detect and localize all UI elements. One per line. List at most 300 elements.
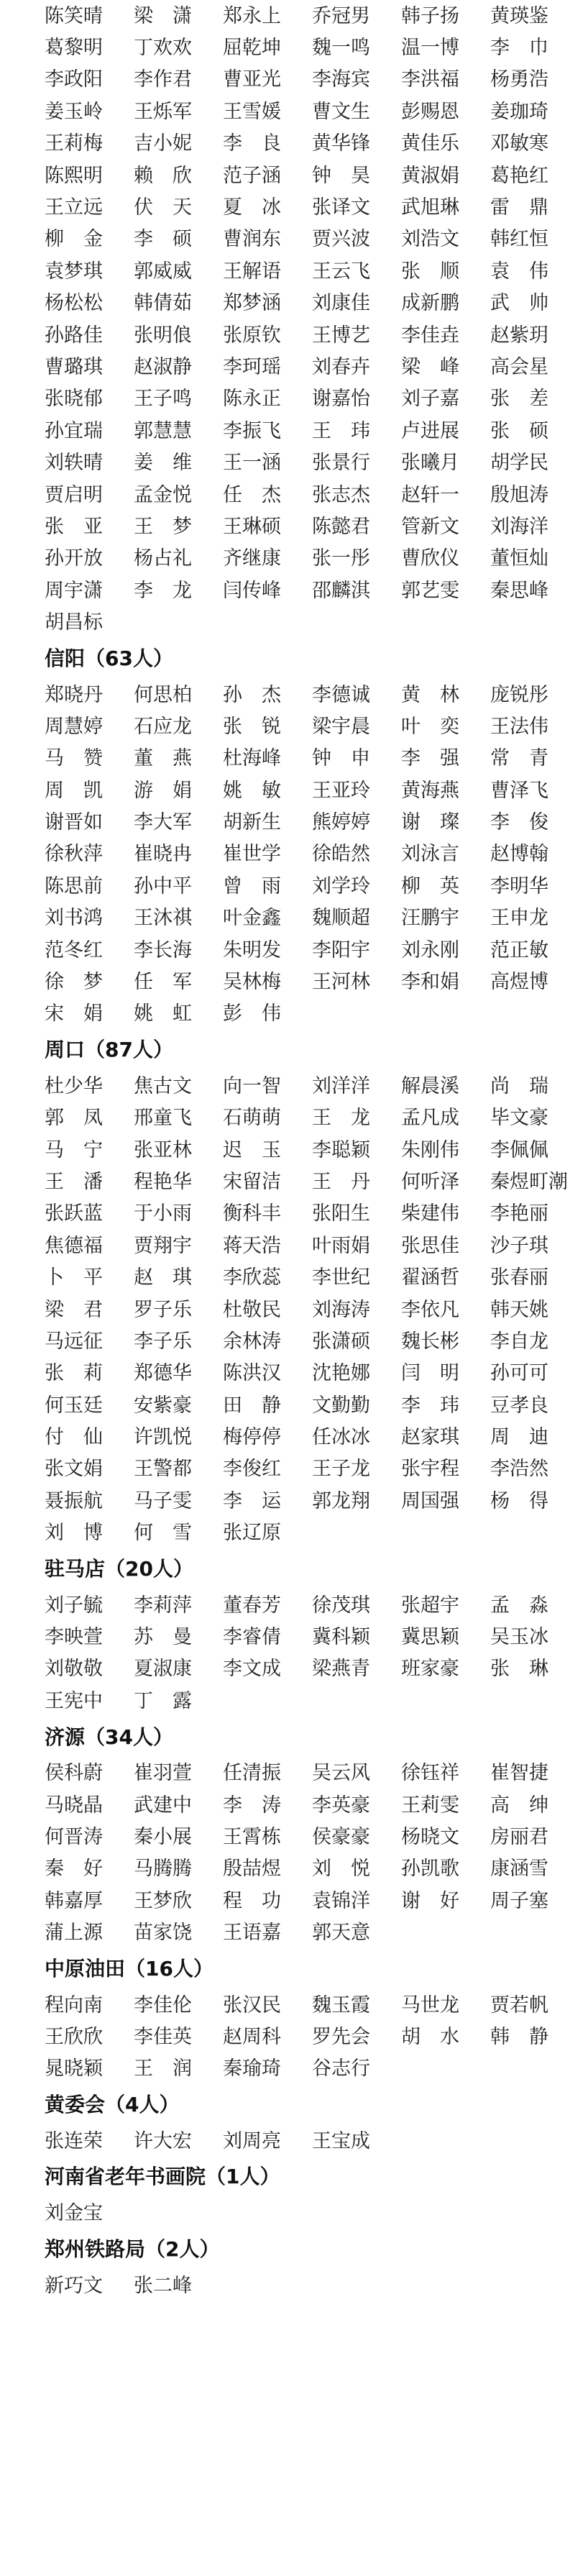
person-name: 马 宁 [45, 1138, 103, 1161]
person-name: 李浩然 [490, 1458, 548, 1481]
person-name: 高煜博 [490, 971, 548, 994]
person-name: 王琳硕 [223, 515, 281, 538]
person-name: 刘子嘉 [401, 388, 459, 411]
person-name: 屈乾坤 [223, 37, 281, 60]
person-name: 张跃蓝 [45, 1202, 103, 1225]
person-name: 程 功 [223, 1889, 281, 1912]
person-name: 王 玮 [312, 419, 370, 442]
person-name: 梁 潇 [134, 4, 192, 27]
person-name: 谢 好 [401, 1889, 459, 1912]
person-name: 崔羽萱 [134, 1762, 192, 1785]
person-name: 郭艺雯 [401, 579, 459, 602]
person-name: 毕文豪 [490, 1107, 548, 1130]
person-name: 王莉梅 [45, 132, 103, 155]
person-name: 韩倩茹 [134, 292, 192, 315]
person-name: 李世纪 [312, 1266, 370, 1289]
person-name: 张曦月 [401, 452, 459, 475]
person-name: 张阳生 [312, 1202, 370, 1225]
person-name: 张 亚 [45, 515, 103, 538]
person-name: 柳 英 [401, 874, 459, 898]
person-name: 魏长彬 [401, 1330, 459, 1353]
person-name: 张 顺 [401, 260, 459, 283]
person-name: 王博艺 [312, 324, 370, 347]
person-name: 冀科颖 [312, 1626, 370, 1649]
person-name: 姚 敏 [223, 779, 281, 802]
person-name: 刘洋洋 [312, 1074, 370, 1097]
person-name: 李艳丽 [490, 1202, 548, 1225]
person-name: 王亚玲 [312, 779, 370, 802]
person-name: 李依凡 [401, 1298, 459, 1321]
person-name: 郭威威 [134, 260, 192, 283]
person-name: 董 燕 [134, 747, 192, 770]
person-name: 何 雪 [134, 1522, 192, 1545]
person-name: 向一智 [223, 1074, 281, 1097]
person-name: 齐继康 [223, 547, 281, 570]
person-name: 高 绅 [490, 1794, 548, 1817]
person-name: 许凯悦 [134, 1426, 192, 1449]
person-name: 张春丽 [490, 1266, 548, 1289]
person-name: 曹泽飞 [490, 779, 548, 802]
person-name: 马子雯 [134, 1489, 192, 1512]
person-name: 班家豪 [401, 1658, 459, 1681]
person-name: 聂振航 [45, 1489, 103, 1512]
person-name: 周 迪 [490, 1426, 548, 1449]
person-name: 宋 娟 [45, 1002, 103, 1026]
person-name: 李德诚 [312, 683, 370, 706]
section-heading: 信阳（63人） [45, 646, 173, 670]
person-name: 王梦欣 [134, 1889, 192, 1912]
person-name: 周慧婷 [45, 715, 103, 738]
person-name: 梁燕青 [312, 1658, 370, 1681]
person-name: 张 硕 [490, 419, 548, 442]
person-name: 袁梦琪 [45, 260, 103, 283]
person-name: 范正敏 [490, 938, 548, 962]
person-name: 王立远 [45, 196, 103, 219]
person-name: 武旭琳 [401, 196, 459, 219]
person-name: 周国强 [401, 1489, 459, 1512]
person-name: 王语嘉 [223, 1922, 281, 1945]
person-name: 何玉廷 [45, 1394, 103, 1417]
person-name: 王云飞 [312, 260, 370, 283]
person-name: 夏淑康 [134, 1658, 192, 1681]
person-name: 吴云风 [312, 1762, 370, 1785]
person-name: 吴玉冰 [490, 1626, 548, 1649]
person-name: 刘 博 [45, 1522, 103, 1545]
person-name: 张晓郁 [45, 388, 103, 411]
person-name: 姚 虹 [134, 1002, 192, 1026]
person-name: 李英豪 [312, 1794, 370, 1817]
person-name: 李 运 [223, 1489, 281, 1512]
person-name: 李政阳 [45, 68, 103, 91]
person-name: 新巧文 [45, 2274, 103, 2297]
person-name: 张潇硕 [312, 1330, 370, 1353]
person-name: 刘金宝 [45, 2202, 103, 2225]
person-name: 马晓晶 [45, 1794, 103, 1817]
person-name: 张 莉 [45, 1362, 103, 1385]
person-name: 陈思前 [45, 874, 103, 898]
person-name: 刘春卉 [312, 355, 370, 378]
person-name: 范冬红 [45, 938, 103, 962]
person-name: 房丽君 [490, 1826, 548, 1848]
person-name: 孙 杰 [223, 683, 281, 706]
person-name: 侯豪豪 [312, 1826, 370, 1848]
person-name: 程向南 [45, 1993, 103, 2017]
person-name: 葛艳红 [490, 164, 548, 187]
person-name: 马 赞 [45, 747, 103, 770]
person-name: 李 龙 [134, 579, 192, 602]
person-name: 叶雨娟 [312, 1234, 370, 1257]
person-name: 王警都 [134, 1458, 192, 1481]
person-name: 王烁军 [134, 100, 192, 123]
person-name: 谢 璨 [401, 811, 459, 834]
person-name: 韩红恒 [490, 228, 548, 251]
person-name: 赵家琪 [401, 1426, 459, 1449]
person-name: 秦 好 [45, 1858, 103, 1881]
person-name: 闫 明 [401, 1362, 459, 1385]
person-name: 任 军 [134, 971, 192, 994]
person-name: 赖 欣 [134, 164, 192, 187]
person-name: 杨晓文 [401, 1826, 459, 1848]
person-name: 丁欢欢 [134, 37, 192, 60]
person-name: 黄瑛鉴 [490, 4, 548, 27]
person-name: 李佳英 [134, 2025, 192, 2048]
person-name: 陈洪汉 [223, 1362, 281, 1385]
person-name: 李俊红 [223, 1458, 281, 1481]
person-name: 杨松松 [45, 292, 103, 315]
person-name: 贾兴波 [312, 228, 370, 251]
person-name: 李明华 [490, 874, 548, 898]
person-name: 焦德福 [45, 1234, 103, 1257]
person-name: 王宪中 [45, 1689, 103, 1712]
person-name: 黄海燕 [401, 779, 459, 802]
person-name: 韩子扬 [401, 4, 459, 27]
person-name: 郑永上 [223, 4, 281, 27]
person-name: 彭赐恩 [401, 100, 459, 123]
person-name: 徐秋萍 [45, 843, 103, 866]
person-name: 王 龙 [312, 1107, 370, 1130]
person-name: 王雪媛 [223, 100, 281, 123]
person-name: 孙开放 [45, 547, 103, 570]
person-name: 谢晋如 [45, 811, 103, 834]
person-name: 王沐祺 [134, 907, 192, 930]
person-name: 孟 淼 [490, 1594, 548, 1617]
person-name: 孙凯歌 [401, 1858, 459, 1881]
person-name: 郭 凤 [45, 1107, 103, 1130]
person-name: 柴建伟 [401, 1202, 459, 1225]
person-name: 彭 伟 [223, 1002, 281, 1026]
person-name: 张原钦 [223, 324, 281, 347]
person-name: 张景行 [312, 452, 370, 475]
person-name: 冀思颖 [401, 1626, 459, 1649]
person-name: 徐钰祥 [401, 1762, 459, 1785]
person-name: 柳 金 [45, 228, 103, 251]
person-name: 闫传峰 [223, 579, 281, 602]
person-name: 梁 君 [45, 1298, 103, 1321]
person-name: 张志杰 [312, 483, 370, 506]
person-name: 石萌萌 [223, 1107, 281, 1130]
person-name: 张一彤 [312, 547, 370, 570]
person-name: 豆孝良 [490, 1394, 548, 1417]
person-name: 刘周亮 [223, 2129, 281, 2152]
person-name: 梅停停 [223, 1426, 281, 1449]
person-name: 游 娟 [134, 779, 192, 802]
person-name: 孟金悦 [134, 483, 192, 506]
person-name: 贾启明 [45, 483, 103, 506]
person-name: 陈熙明 [45, 164, 103, 187]
person-name: 李海宾 [312, 68, 370, 91]
person-name: 谢嘉怡 [312, 388, 370, 411]
person-name: 秦煜町潮 [490, 1170, 568, 1193]
person-name: 袁 伟 [490, 260, 548, 283]
person-name: 武 帅 [490, 292, 548, 315]
person-name: 赵紫玥 [490, 324, 548, 347]
person-name: 张宇程 [401, 1458, 459, 1481]
person-name: 李聪颖 [312, 1138, 370, 1161]
person-name: 张辽原 [223, 1522, 281, 1545]
person-name: 秦思峰 [490, 579, 548, 602]
person-name: 马腾腾 [134, 1858, 192, 1881]
person-name: 雷 鼎 [490, 196, 548, 219]
person-name: 秦瑜琦 [223, 2057, 281, 2081]
person-name: 庞锐彤 [490, 683, 548, 706]
person-name: 刘永刚 [401, 938, 459, 962]
person-name: 胡新生 [223, 811, 281, 834]
person-name: 李 巾 [490, 37, 548, 60]
person-name: 赵轩一 [401, 483, 459, 506]
person-name: 程艳华 [134, 1170, 192, 1193]
person-name: 卢进展 [401, 419, 459, 442]
section-heading: 周口（87人） [45, 1038, 173, 1062]
person-name: 李大军 [134, 811, 192, 834]
person-name: 李 强 [401, 747, 459, 770]
person-name: 张超宇 [401, 1594, 459, 1617]
person-name: 石应龙 [134, 715, 192, 738]
person-name: 文勤勤 [312, 1394, 370, 1417]
person-name: 曹亚光 [223, 68, 281, 91]
person-name: 苗家饶 [134, 1922, 192, 1945]
person-name: 郑晓丹 [45, 683, 103, 706]
person-name: 梁宇晨 [312, 715, 370, 738]
person-name: 李洪福 [401, 68, 459, 91]
person-name: 何听泽 [401, 1170, 459, 1193]
person-name: 王 潘 [45, 1170, 103, 1193]
person-name: 王解语 [223, 260, 281, 283]
person-name: 焦古文 [134, 1074, 192, 1097]
person-name: 苏 曼 [134, 1626, 192, 1649]
person-name: 王子鸣 [134, 388, 192, 411]
person-name: 何晋涛 [45, 1826, 103, 1848]
person-name: 王一涵 [223, 452, 281, 475]
person-name: 朱明发 [223, 938, 281, 962]
person-name: 李 俊 [490, 811, 548, 834]
person-name: 张 差 [490, 388, 548, 411]
person-name: 王欣欣 [45, 2025, 103, 2048]
person-name: 余林涛 [223, 1330, 281, 1353]
person-name: 丁 露 [134, 1689, 192, 1712]
person-name: 熊婷婷 [312, 811, 370, 834]
person-name: 田 静 [223, 1394, 281, 1417]
person-name: 任清振 [223, 1762, 281, 1785]
person-name: 刘康佳 [312, 292, 370, 315]
person-name: 张连荣 [45, 2129, 103, 2152]
person-name: 韩 静 [490, 2025, 548, 2048]
person-name: 付 仙 [45, 1426, 103, 1449]
name-grid [45, 1070, 588, 1549]
person-name: 李佳垚 [401, 324, 459, 347]
person-name: 黄淑娟 [401, 164, 459, 187]
name-grid [45, 2125, 588, 2157]
person-name: 叶金鑫 [223, 907, 281, 930]
person-name: 李珂瑶 [223, 355, 281, 378]
person-name: 郭龙翔 [312, 1489, 370, 1512]
name-grid [45, 2270, 588, 2301]
person-name: 崔世学 [223, 843, 281, 866]
person-name: 贾翔宇 [134, 1234, 192, 1257]
person-name: 张 锐 [223, 715, 281, 738]
person-name: 高会星 [490, 355, 548, 378]
person-name: 张思佳 [401, 1234, 459, 1257]
person-name: 罗子乐 [134, 1298, 192, 1321]
person-name: 成新鹏 [401, 292, 459, 315]
person-name: 李欣蕊 [223, 1266, 281, 1289]
person-name: 谷志行 [312, 2057, 370, 2081]
person-name: 何思柏 [134, 683, 192, 706]
person-name: 郭天意 [312, 1922, 370, 1945]
person-name: 任 杰 [223, 483, 281, 506]
person-name: 迟 玉 [223, 1138, 281, 1161]
person-name: 曹璐琪 [45, 355, 103, 378]
person-name: 汪鹏宇 [401, 907, 459, 930]
person-name: 李映萱 [45, 1626, 103, 1649]
person-name: 王申龙 [490, 907, 548, 930]
person-name: 孟凡成 [401, 1107, 459, 1130]
person-name: 胡学民 [490, 452, 548, 475]
person-name: 李振飞 [223, 419, 281, 442]
person-name: 伏 天 [134, 196, 192, 219]
person-name: 曹文生 [312, 100, 370, 123]
person-name: 郑梦涵 [223, 292, 281, 315]
person-name: 宋留洁 [223, 1170, 281, 1193]
person-name: 李 硕 [134, 228, 192, 251]
person-name: 张 琳 [490, 1658, 548, 1681]
name-grid [45, 1589, 588, 1717]
person-name: 王 梦 [134, 515, 192, 538]
person-name: 安紫豪 [134, 1394, 192, 1417]
person-name: 康涵雪 [490, 1858, 548, 1881]
person-name: 李长海 [134, 938, 192, 962]
person-name: 解晨溪 [401, 1074, 459, 1097]
person-name: 王宝成 [312, 2129, 370, 2152]
person-name: 杜敬民 [223, 1298, 281, 1321]
person-name: 董春芳 [223, 1594, 281, 1617]
person-name: 张二峰 [134, 2274, 192, 2297]
person-name: 乔冠男 [312, 4, 370, 27]
person-name: 沈艳娜 [312, 1362, 370, 1385]
person-name: 魏顺超 [312, 907, 370, 930]
person-name: 葛黎明 [45, 37, 103, 60]
section-heading: 济源（34人） [45, 1725, 173, 1749]
person-name: 殷喆煜 [223, 1858, 281, 1881]
person-name: 沙子琪 [490, 1234, 548, 1257]
person-name: 陈懿君 [312, 515, 370, 538]
name-grid [45, 0, 588, 639]
person-name: 刘子毓 [45, 1594, 103, 1617]
person-name: 魏玉霞 [312, 1993, 370, 2017]
person-name: 晁晓颖 [45, 2057, 103, 2081]
person-name: 蒋天浩 [223, 1234, 281, 1257]
person-name: 姜 维 [134, 452, 192, 475]
person-name: 刘浩文 [401, 228, 459, 251]
person-name: 黄华锋 [312, 132, 370, 155]
person-name: 徐皓然 [312, 843, 370, 866]
person-name: 杨勇浩 [490, 68, 548, 91]
person-name: 李作君 [134, 68, 192, 91]
person-name: 王莉雯 [401, 1794, 459, 1817]
person-name: 梁 峰 [401, 355, 459, 378]
name-grid [45, 1758, 588, 1949]
person-name: 罗先会 [312, 2025, 370, 2048]
person-name: 王子龙 [312, 1458, 370, 1481]
person-name: 李睿倩 [223, 1626, 281, 1649]
person-name: 刘海涛 [312, 1298, 370, 1321]
person-name: 孙可可 [490, 1362, 548, 1385]
person-name: 刘 悦 [312, 1858, 370, 1881]
person-name: 陈永正 [223, 388, 281, 411]
person-name: 于小雨 [134, 1202, 192, 1225]
person-name: 李文成 [223, 1658, 281, 1681]
person-name: 李和娟 [401, 971, 459, 994]
person-name: 杜少华 [45, 1074, 103, 1097]
person-name: 钟 昊 [312, 164, 370, 187]
person-name: 曹润东 [223, 228, 281, 251]
person-name: 曹欣仪 [401, 547, 459, 570]
person-name: 王河林 [312, 971, 370, 994]
person-name: 韩嘉厚 [45, 1889, 103, 1912]
name-grid [45, 1989, 588, 2085]
person-name: 杜海峰 [223, 747, 281, 770]
person-name: 武建中 [134, 1794, 192, 1817]
person-name: 曾 雨 [223, 874, 281, 898]
person-name: 袁锦洋 [312, 1889, 370, 1912]
person-name: 夏 冰 [223, 196, 281, 219]
person-name: 刘书鸿 [45, 907, 103, 930]
person-name: 李 良 [223, 132, 281, 155]
person-name: 管新文 [401, 515, 459, 538]
section-heading: 河南省老年书画院（1人） [45, 2165, 280, 2189]
person-name: 陈笑晴 [45, 4, 103, 27]
person-name: 魏一鸣 [312, 37, 370, 60]
person-name: 李阳宇 [312, 938, 370, 962]
person-name: 李子乐 [134, 1330, 192, 1353]
person-name: 赵淑静 [134, 355, 192, 378]
section-heading: 中原油田（16人） [45, 1956, 213, 1981]
section-heading: 郑州铁路局（2人） [45, 2237, 220, 2261]
person-name: 吉小妮 [134, 132, 192, 155]
person-name: 周子塞 [490, 1889, 548, 1912]
person-name: 秦小展 [134, 1826, 192, 1848]
person-name: 任冰冰 [312, 1426, 370, 1449]
person-name: 崔晓冉 [134, 843, 192, 866]
person-name: 马世龙 [401, 1993, 459, 2017]
person-name: 卜 平 [45, 1266, 103, 1289]
section-heading: 黄委会（4人） [45, 2093, 180, 2117]
person-name: 孙宜瑞 [45, 419, 103, 442]
person-name: 姜玉岭 [45, 100, 103, 123]
person-name: 姜珈琦 [490, 100, 548, 123]
person-name: 郭慧慧 [134, 419, 192, 442]
person-name: 王 润 [134, 2057, 192, 2081]
person-name: 韩天姚 [490, 1298, 548, 1321]
